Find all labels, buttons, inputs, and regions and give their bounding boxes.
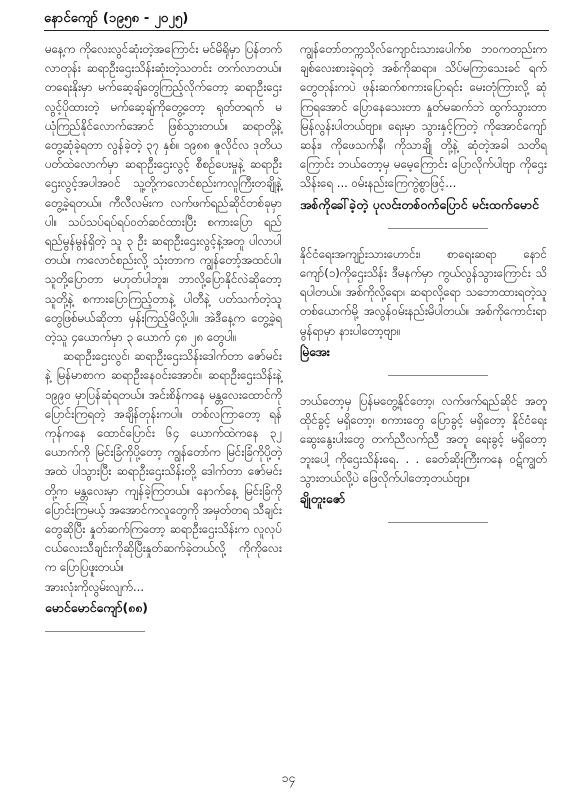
left-column <box>45 40 282 648</box>
page-header <box>44 4 549 34</box>
section-divider <box>388 228 488 229</box>
paragraph: အားလုံးကိုလွမ်းလျက်... <box>45 579 145 594</box>
author-signature: မြဲအေး <box>300 343 330 359</box>
section-divider <box>45 631 145 632</box>
page-title: နောင်ကျော် (၁၉၅၈ - ၂၀၂၅) <box>44 11 189 26</box>
section-divider <box>388 522 488 523</box>
author-signature: အစ်ကိုခေါ်ခဲ့တဲ့ ပုလင်းတစ်ဝက်ပြောင် မင်းထက်မောင် <box>300 196 539 212</box>
section-divider <box>388 375 488 376</box>
paragraph: ဘယ်တော့မှ ပြန်မတွေ့နိုင်တော့၊ လက်ဖက်ရည်ဆိုင် အတူထိုင်ခွင့် မရှိတော့၊ စကားတွေ ပြောခွင့် မရှိတော့ နိုင်ငံရေးဆွေးနွေးပါးတွေ တက်ညီလက်ညီ အတူ ရေးခွင့် မရှိတော့ဘူးပေါ့ ကိုဌေးသိန်းရေ. . . ခေတ်ဆိုးကြီးကနေ ဝဋ်ကျွတ်သွားတယ်လို့ပဲ ဖြေလိုက်ပါတော့တယ်ဗျာ။ <box>300 394 547 485</box>
author-signature: ချိုတူးဇော် <box>300 491 346 507</box>
paragraph: နိုင်ငံရေးအကျဉ်းသားဟောင်း၊ စာရေးဆရာ နောင်ကျော်(၁)ကိုဌေးသိန်း ဒီမနက်မှာ ကွယ်လွန်သွားကြောင်း သိရပါတယ်။ အစ်ကိုလို့ရော၊ ဆရာလို့ရော သဘောထားရတဲ့သူ တစ်ယောက်မို့ အလွန်ဝမ်းနည်းမိပါတယ်။ အစ်ကိုကောင်းရာမွန်ရာမှာ နားပါတော့ဗျာ။ <box>300 246 547 338</box>
header-rule <box>44 30 549 31</box>
paragraph: ဆရာဦးဌေးလွင်၊ ဆရာဦးဌေးသိန်းဒေါက်တာ ဇော်မင်းနဲ့ မြန်မာစာက ဆရာဦးနေဝင်းအောင်။ ဆရာဦးဌေးသိန်းနဲ့ ၁၉၉၀ မှာပြန်ဆုံရတယ်။ အင်းစိန်ကနေ မန္တလေးထောင်ကို ပြောင်းကြရတဲ့ အချိန်တုန်းကပါ။ တစ်လကြာတော့ ရန်ကုန်ကနေ ထောင်ပြောင်း ၆၄ ယောက်ထဲကနေ ၃၂ ယောက်ကို မြင်းခြံကိုပို့တော့ ကျွန်တော်က မြင်းခြံကိုပို့တဲ့အထဲ ပါသွားပြီး ဆရာဦးဌေးသိန်းတို့ ဒေါက်တာ ဇော်မင်းတို့က မန္တလေးမှာ ကျန်ခဲ့ကြတယ်။ နောက်နေ့ မြင်းခြံကိုပြောင်းကြမယ့် အအောင်ကလူတွေကို အမှတ်တရ သီချင်းတွေဆိုပြီး နှုတ်ဆက်ကြတော့ ဆရာဦးဌေးသိန်းက လူလုပ်ငယ်လေးသီချင်းကိုဆိုပြီးနှုတ်ဆက်ခဲ့တယ်လို့ ကိုကိုလေးက ပြောပြဖူးတယ်။ <box>45 349 282 575</box>
paragraph: မနေ့က ကိုလေးလွင်ဆုံးတဲ့အကြောင်း မင်မိရိုမှာ ပြန်တက်လာတုန်း ဆရာဦးဌေးသိန်းဆုံးတဲ့သတင်း တက်လာတယ်။ တရေးနိုးမှာ မက်ဆေ့ချ်တွေကြည့်လိုက်တော့ ဆရာဦးဌေးလွင့်ပိုထားတဲ့ မက်ဆေ့ချ်ကိုတွေ့တော့ ရုတ်တရက် မယုံကြည်နိုင်လောက်အောင် ဖြစ်သွားတယ်။ ဆရာတို့နဲ့ တွေ့ဆုံခဲ့ရတာ လွန်ခဲ့တဲ့ ၃၇ နှစ်။ ၁၉၈၈ ဇူလိုင်လ ဒုတိယပတ်ထဲလောက်မှာ ဆရာဦးဌေးလွင့် စီစဉ်ပေးမှုနဲ့ ဆရာဦးဌေးလွင့်အပါအဝင် သူ့တို့ကလောင်စည်းကလူကြီးတချို့နဲ့ တွေ့ခဲ့ရတယ်။ ကီလီလမ်းက လက်ဖက်ရည်ဆိုင်တစ်ခုမှာပါ။ သပ်သပ်ရပ်ရပ်ဝတ်ဆင်ထားပြီး စကားပြော ရည်ရည်မွန်မွန်ရှိတဲ့ သူ ၃ ဦး ဆရာဦးဌေးလွင့်နဲ့အတူ ပါလာပါတယ်။ ကလောင်စည်းလို့ သုံးတာက ကျွန်တော့်အထင်ပါ။ သူတို့ပြောတာ မဟုတ်ပါဘူး။ ဘာလို့ပြောနိုင်လဲဆိုတော့ သူတို့နဲ့ စကားပြောကြည့်တာနဲ့ ပါတီနဲ့ ပတ်သက်တဲ့သူတွေဖြစ်မယ်ဆိုတာ မှန်းကြည့်မိလို့ပါ။ အဲဒီနေ့က တွေ့ခဲ့ရတဲ့သူ ၄ယောက်မှာ ၃ ယောက် ၄၈ ၂၈ တွေပါ။ <box>45 42 282 345</box>
right-column <box>300 40 547 539</box>
paragraph: ကျွန်တော်တက္ကသိုလ်ကျောင်းသားပေါက်စ ဘဝကတည်းက ချစ်လေးစားခဲ့ရတဲ့ အစ်ကိုဆရာ။ သိပ်မကြာသေးခင် ရက်တွေတုန်းကပဲ ဖုန်းဆက်စကားပြောရင်း မေးတုံကြားလို့ ဆုံကြရအောင် ပြောနေသေးတာ နှုတ်မဆက်ဘဲ ထွက်သွားတာ မြန်လွန်းပါတယ်ဗျာ။ ရေးမှာ သွားနှင့်ကြတဲ့ ကိုအောင်ကျော်ဆန်း၊ ကိုဖေသက်နီ၊ ကိုသာချို တို့နဲ့ ဆုံတဲ့အခါ သတိရကြောင်း ဘယ်တော့မှ မမေ့ကြောင်း ပြောလိုက်ပါဗျာ ကိုဌေးသိန်းရေ ... ဝမ်းနည်းကြေကွဲစွာဖြင့်... <box>300 42 547 191</box>
author-signature: မောင်မောင်ကျော်(၈၈) <box>45 599 148 615</box>
page-number: ၁၄ <box>281 771 296 785</box>
